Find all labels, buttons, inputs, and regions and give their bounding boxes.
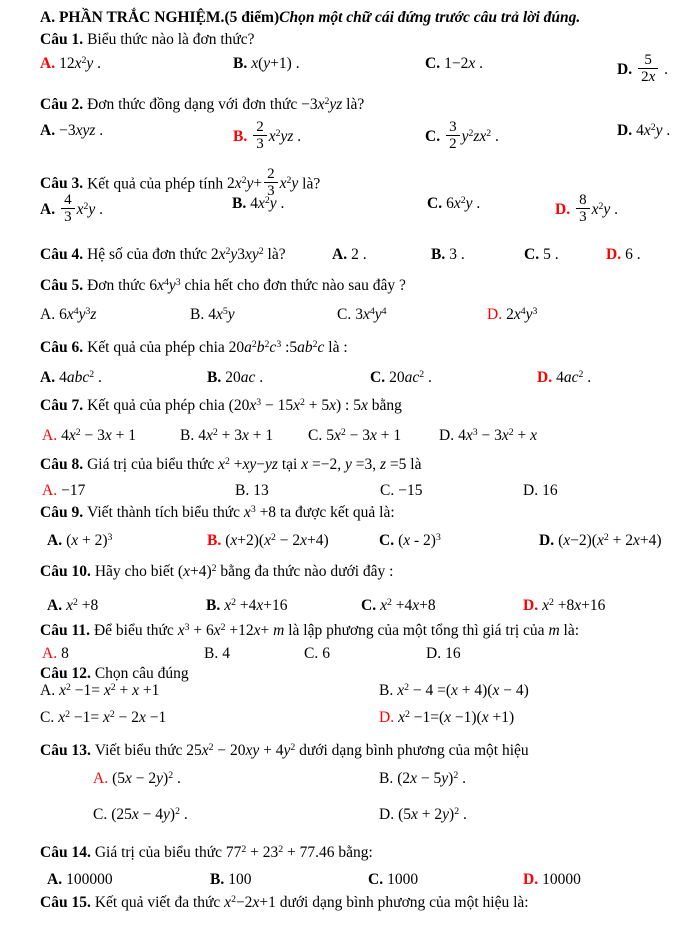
- question-line: [40, 621, 691, 641]
- option-value: $(5x + 2y)^2$ .: [398, 805, 467, 823]
- option-letter: C.: [304, 645, 319, 662]
- question-line: [40, 276, 691, 296]
- option-value: $4x^5y$: [208, 305, 235, 323]
- option-12-D: [379, 708, 514, 728]
- question-math: $2x^2y+$ $\frac{2}{3}$ $x^2y$: [226, 166, 299, 200]
- option-9-A: [47, 531, 112, 551]
- option-letter: B.: [180, 427, 195, 444]
- option-letter: D.: [523, 597, 539, 614]
- option-value: 1000: [387, 871, 419, 888]
- option-letter: B.: [235, 482, 250, 499]
- question-text: Giá trị của biểu thức: [94, 844, 226, 861]
- option-4-C: [524, 245, 559, 265]
- question-text: tại: [277, 456, 302, 473]
- option-5-A: [40, 305, 96, 325]
- question-number: Câu 1.: [40, 31, 84, 48]
- option-letter: C.: [370, 369, 386, 386]
- question-number: Câu 8.: [40, 456, 84, 473]
- option-5-B: [190, 305, 235, 325]
- option-1-C: [425, 54, 483, 74]
- section-instruction: Chọn một chữ cái đứng trước câu trả lời đúng.: [279, 9, 581, 26]
- option-value: 3 .: [449, 246, 465, 263]
- option-value: $6x^2y$ .: [446, 194, 481, 212]
- option-value: $(2x - 5y)^2$ .: [397, 769, 466, 787]
- option-value: 6: [322, 645, 330, 662]
- option-letter: D.: [426, 645, 442, 662]
- option-value: 2 .: [351, 246, 367, 263]
- option-letter: D.: [539, 532, 555, 549]
- option-value: $x^2 -1=(x -1)(x +1)$: [398, 708, 515, 726]
- option-11-A: [42, 644, 69, 664]
- option-4-D: [606, 245, 641, 265]
- question-5: [40, 276, 691, 323]
- option-letter: A.: [47, 871, 63, 888]
- question-math: $-3x^2yz$: [301, 95, 343, 113]
- option-letter: A.: [40, 682, 56, 699]
- option-letter: A.: [332, 246, 348, 263]
- question-text: Kết quả của phép tính: [87, 175, 227, 193]
- option-value: $\frac{5}{2x}$ .: [636, 61, 668, 78]
- question-number: Câu 4.: [40, 246, 84, 263]
- question-math: $x^3 + 6x^2 +12x+ m$: [177, 621, 285, 639]
- option-value: $6x^4y^3z$: [59, 305, 97, 323]
- option-value: $x^2 +8$: [66, 596, 99, 614]
- option-5-D: [487, 305, 537, 325]
- option-letter: A.: [40, 369, 56, 386]
- option-letter: A.: [42, 645, 58, 662]
- question-number: Câu 12.: [40, 665, 91, 682]
- option-7-A: [42, 426, 136, 446]
- option-13-A: [93, 769, 181, 789]
- question-math: $20a^2b^2c^3$ $:5ab^2c$: [228, 338, 325, 356]
- question-text: Giá trị của biểu thức: [87, 456, 219, 473]
- question-14: [40, 843, 691, 888]
- section-label: A. PHẦN TRẮC NGHIỆM.: [40, 9, 225, 26]
- option-value: $\frac{2}{3}$ $x^2yz$ .: [251, 128, 301, 145]
- option-value: −17: [61, 482, 86, 499]
- option-letter: A.: [40, 55, 56, 72]
- option-4-B: [431, 245, 465, 265]
- option-6-C: [370, 368, 432, 388]
- option-2-B: [233, 121, 301, 154]
- option-value: −15: [398, 482, 423, 499]
- option-letter: C.: [379, 532, 395, 549]
- option-letter: C.: [524, 246, 540, 263]
- question-number: Câu 10.: [40, 563, 91, 580]
- option-letter: D.: [379, 709, 395, 726]
- option-value: $\frac{4}{3}$ $x^2y$ .: [59, 201, 103, 218]
- question-line: [40, 338, 691, 358]
- option-letter: B.: [207, 532, 222, 549]
- question-10: [40, 562, 691, 614]
- question-3: [40, 166, 691, 226]
- question-text: Biểu thức nào là đơn thức?: [87, 31, 255, 48]
- option-3-B: [232, 194, 284, 214]
- option-14-D: [523, 870, 581, 890]
- option-value: $\frac{8}{3}$ $x^2y$ .: [574, 201, 618, 218]
- option-letter: D.: [606, 246, 622, 263]
- question-text: dưới dạng bình phương của một hiệu: [295, 742, 529, 759]
- option-13-D: [379, 805, 467, 825]
- option-letter: B.: [190, 306, 205, 323]
- question-text: là :: [324, 339, 348, 356]
- option-letter: D.: [537, 369, 553, 386]
- question-math: $(20x^3 - 15x^2 + 5x)$ : 5x: [228, 396, 368, 414]
- option-value: 6 .: [625, 246, 641, 263]
- question-line: [40, 95, 691, 115]
- option-value: $\frac{3}{2}$ $y^2zx^2$ .: [444, 128, 499, 145]
- question-15: [40, 893, 691, 913]
- option-letter: C.: [427, 195, 443, 212]
- option-value: 4abc$^2$ .: [59, 368, 102, 386]
- question-text: là?: [298, 175, 321, 193]
- option-value: $(25x - 4y)^2$ .: [111, 805, 188, 823]
- question-text: bằng: [367, 397, 402, 414]
- question-math: x =−2, y =3, z =5: [301, 456, 407, 473]
- option-value: $4ac^2$ .: [556, 368, 592, 386]
- question-11: [40, 621, 691, 662]
- option-9-C: [379, 531, 441, 551]
- option-value: 16: [542, 482, 558, 499]
- question-number: Câu 14.: [40, 844, 91, 861]
- option-letter: D.: [439, 427, 455, 444]
- option-7-D: [439, 426, 537, 446]
- option-value: $20ac^2$ .: [389, 368, 432, 386]
- question-text: là?: [342, 96, 365, 113]
- question-line: [40, 396, 691, 416]
- option-letter: A.: [42, 482, 58, 499]
- option-value: $x^2 +4x+16$: [224, 596, 288, 614]
- question-number: Câu 13.: [40, 742, 91, 759]
- option-6-D: [537, 368, 591, 388]
- option-11-C: [304, 644, 330, 664]
- question-text: là: [406, 456, 422, 473]
- question-math: $77^2 + 23^2 + 77.46$: [225, 843, 335, 861]
- question-text: Kết quả viết đa thức: [94, 894, 225, 911]
- option-11-B: [204, 644, 230, 664]
- option-12-C: [40, 708, 166, 728]
- question-line: [40, 30, 691, 50]
- option-12-B: [379, 681, 529, 701]
- option-10-D: [523, 596, 605, 616]
- option-letter: D.: [555, 201, 571, 219]
- option-letter: A.: [93, 770, 109, 787]
- option-14-A: [47, 870, 113, 890]
- option-value: $x^2 -1= x^2 - 2x -1$: [58, 708, 167, 726]
- option-7-B: [180, 426, 273, 446]
- option-13-C: [93, 805, 188, 825]
- option-10-B: [206, 596, 288, 616]
- option-value: 8: [61, 645, 69, 662]
- option-value: 5 .: [543, 246, 559, 263]
- option-value: 16: [445, 645, 461, 662]
- question-line: [40, 455, 691, 475]
- question-4: [40, 245, 691, 265]
- option-letter: A.: [40, 122, 56, 139]
- question-number: Câu 7.: [40, 397, 84, 414]
- option-9-B: [207, 531, 329, 551]
- option-value: 4: [222, 645, 230, 662]
- option-1-A: [40, 54, 101, 74]
- question-6: [40, 338, 691, 386]
- option-letter: C.: [93, 806, 108, 823]
- question-math: $25x^2 - 20xy + 4y^2$: [186, 741, 296, 759]
- option-1-D: [617, 54, 668, 87]
- question-13: [40, 741, 691, 823]
- option-value: 13: [253, 482, 269, 499]
- option-letter: B.: [431, 246, 446, 263]
- option-3-A: [40, 194, 103, 227]
- option-value: 20ac .: [225, 369, 264, 386]
- question-math: $(x+4)^2$: [177, 562, 217, 580]
- option-letter: B.: [379, 682, 394, 699]
- option-letter: C.: [361, 597, 377, 614]
- question-text: Chọn câu đúng: [94, 665, 189, 682]
- option-value: $4x^2 - 3x + 1$: [61, 426, 136, 444]
- question-math: m: [548, 622, 560, 639]
- question-number: Câu 11.: [40, 622, 90, 639]
- question-number: Câu 2.: [40, 96, 84, 113]
- option-value: 10000: [542, 871, 581, 888]
- option-value: $x^2 -1= x^2 + x +1$: [59, 681, 160, 699]
- question-1: [40, 30, 691, 86]
- question-text: Đơn thức đồng dạng với đơn thức: [87, 96, 302, 113]
- option-value: $4x^3 - 3x^2 + x$: [458, 426, 537, 444]
- question-line: [40, 893, 691, 913]
- option-letter: B.: [233, 128, 248, 146]
- option-8-A: [42, 481, 85, 501]
- option-letter: D.: [617, 61, 633, 79]
- option-value: $(5x - 2y)^2$ .: [112, 769, 181, 787]
- question-text: dưới dạng bình phương của một hiệu là:: [275, 894, 529, 911]
- question-text: bằng:: [334, 844, 373, 861]
- option-2-D: [617, 121, 670, 141]
- option-value: $(x + 2)^3$: [66, 531, 113, 549]
- option-letter: C.: [368, 871, 384, 888]
- option-letter: A.: [47, 597, 63, 614]
- question-text: chia hết cho đơn thức nào sau đây ?: [180, 277, 406, 294]
- option-letter: B.: [207, 369, 222, 386]
- option-value: $5x^2 - 3x + 1$: [326, 426, 402, 444]
- option-8-C: [380, 481, 422, 501]
- option-6-A: [40, 368, 102, 388]
- option-value: (x - 2)$^3$: [398, 531, 441, 549]
- option-letter: D.: [379, 806, 395, 823]
- option-8-B: [235, 481, 269, 501]
- question-math: $x^3 +8$: [243, 503, 277, 521]
- option-letter: A.: [40, 201, 56, 219]
- option-letter: B.: [210, 871, 225, 888]
- option-value: 1−2x .: [444, 55, 483, 72]
- question-number: Câu 6.: [40, 339, 84, 356]
- question-9: [40, 503, 691, 549]
- option-2-C: [425, 121, 499, 154]
- section-points: (5 điểm): [224, 9, 280, 26]
- question-text: bằng đa thức nào dưới đây :: [216, 563, 394, 580]
- option-letter: B.: [379, 770, 394, 787]
- option-value: $x^2 +4x+8$: [380, 596, 436, 614]
- option-value: $12x^2y$ .: [59, 54, 101, 72]
- question-2: [40, 95, 691, 153]
- option-letter: D.: [523, 482, 539, 499]
- option-value: 100000: [66, 871, 113, 888]
- question-number: Câu 9.: [40, 504, 84, 521]
- question-text: Hãy cho biết: [94, 563, 178, 580]
- question-math: $6x^4y^3$: [149, 276, 181, 294]
- question-line: [40, 741, 691, 761]
- option-4-A: [332, 245, 367, 265]
- option-letter: A.: [40, 306, 56, 323]
- option-value: x(y+1) .: [251, 55, 300, 72]
- option-12-A: [40, 681, 159, 701]
- question-text: là:: [559, 622, 580, 639]
- option-letter: B.: [232, 195, 247, 212]
- option-2-A: [40, 121, 103, 141]
- option-letter: C.: [425, 55, 441, 72]
- option-letter: B.: [206, 597, 221, 614]
- option-letter: B.: [233, 55, 248, 72]
- option-9-D: [539, 531, 662, 551]
- question-text: Để biểu thức: [93, 622, 178, 639]
- option-5-C: [337, 305, 387, 325]
- question-text: là?: [263, 246, 286, 263]
- question-line: [40, 503, 691, 523]
- option-letter: C.: [40, 709, 55, 726]
- option-letter: D.: [523, 871, 539, 888]
- option-3-C: [427, 194, 480, 214]
- option-value: −3xyz .: [59, 122, 104, 139]
- option-8-D: [523, 481, 558, 501]
- question-text: Hệ số của đơn thức: [87, 246, 211, 263]
- option-value: $x^2 - 4 =(x + 4)(x - 4)$: [397, 681, 529, 699]
- question-math: $x^2-2x+1$: [224, 893, 276, 911]
- question-text: ta được kết quả là:: [276, 504, 395, 521]
- question-text: Đơn thức: [87, 277, 150, 294]
- question-text: Kết quả của phép chia: [87, 397, 229, 414]
- option-letter: D.: [487, 306, 503, 323]
- option-letter: B.: [204, 645, 219, 662]
- option-1-B: [233, 54, 300, 74]
- question-text: là lập phương của một tổng thì giá trị của: [284, 622, 549, 639]
- option-value: $(x-2)(x^2 + 2x+4)$: [558, 531, 662, 549]
- question-7: [40, 396, 691, 444]
- option-13-B: [379, 769, 466, 789]
- question-text: Viết biểu thức: [94, 742, 187, 759]
- option-value: $4x^2y$ .: [636, 121, 671, 139]
- question-math: $x^2 +xy-yz$: [218, 455, 278, 473]
- question-text: Kết quả của phép chia: [87, 339, 229, 356]
- section-title: [40, 8, 691, 28]
- option-14-B: [210, 870, 251, 890]
- option-value: $x^2 +8x+16$: [542, 596, 606, 614]
- question-number: Câu 5.: [40, 277, 84, 294]
- question-8: [40, 455, 691, 499]
- option-6-B: [207, 368, 263, 388]
- option-value: $4x^2y$ .: [250, 194, 285, 212]
- question-number: Câu 3.: [40, 175, 84, 193]
- option-14-C: [368, 870, 418, 890]
- question-math: $2x^2y3xy^2$: [210, 245, 264, 263]
- option-7-C: [308, 426, 401, 446]
- question-line: [40, 843, 691, 863]
- option-letter: C.: [337, 306, 352, 323]
- option-letter: D.: [617, 122, 633, 139]
- question-text: Viết thành tích biểu thức: [87, 504, 244, 521]
- option-value: $2x^4y^3$: [506, 305, 538, 323]
- option-letter: C.: [380, 482, 395, 499]
- option-letter: A.: [47, 532, 63, 549]
- option-letter: C.: [425, 128, 441, 146]
- option-11-D: [426, 644, 461, 664]
- option-value: $4x^2 + 3x + 1$: [198, 426, 274, 444]
- question-12: [40, 664, 691, 726]
- option-10-C: [361, 596, 436, 616]
- option-3-D: [555, 194, 618, 227]
- option-value: $(x+2)(x^2 - 2x+4)$: [225, 531, 329, 549]
- question-line: [40, 562, 691, 582]
- option-value: $3x^4y^4$: [355, 305, 387, 323]
- option-letter: C.: [308, 427, 323, 444]
- option-10-A: [47, 596, 98, 616]
- question-number: Câu 15.: [40, 894, 91, 911]
- option-letter: A.: [42, 427, 58, 444]
- option-value: 100: [228, 871, 252, 888]
